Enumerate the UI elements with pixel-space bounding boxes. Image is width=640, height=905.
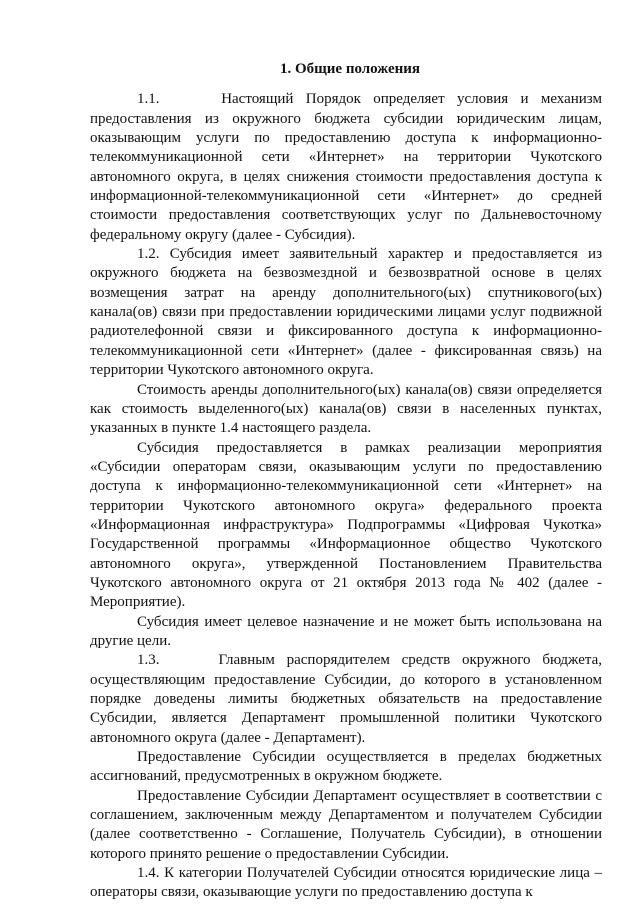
- paragraph-purpose: Субсидия имеет целевое назначение и не может быть использована на другие цели.: [90, 613, 602, 649]
- paragraph-1-2: 1.2. Субсидия имеет заявительный характер и предоставляется из окружного бюджета на безвозмездной и безвозвратной основе в целях возмещения затрат на аренду дополнительного(ых) спутникового(ых) канала(ов) связи при предоставлении юридическими лицами услуг подвижной радиотелефонной связи и фиксированного доступа к информационно-телекоммуникационной сети «Интернет» (далее - фиксированная связь) на территории Чукотского автономного округа.: [90, 246, 602, 379]
- paragraph-agreement: Предоставление Субсидии Департамент осуществляет в соответствии с соглашением, заключенным между Департаментом и получателем Субсидии (далее соответственно - Соглашение, Получатель Субсидии), в отношении которого принято решение о предоставлении Субсидии.: [90, 787, 602, 862]
- paragraph-1-4: 1.4. К категории Получателей Субсидии относятся юридические лица – операторы связи, оказывающие услуги по предоставлению доступа к: [90, 865, 602, 901]
- paragraph-budget-limits: Предоставление Субсидии осуществляется в пределах бюджетных ассигнований, предусмотренных в окружном бюджете.: [90, 749, 602, 785]
- paragraph-1-1: 1.1. Настоящий Порядок определяет условия и механизм предоставления из окружного бюджета субсидии юридическим лицам, оказывающим услуги по предоставлению доступа к информационно-телекоммуникационной сети «Интернет» на территории Чукотского автономного округа, в целях снижения стоимости предоставления доступа к информационной-телекоммуникационной сети «Интернет» до средней стоимости предоставления соответствующих услуг по Дальневосточному федеральному округу (далее - Субсидия).: [90, 91, 602, 243]
- paragraph-program-event: Субсидия предоставляется в рамках реализации мероприятия «Субсидии операторам связи, оказывающим услуги по предоставлению доступа к информационно-телекоммуникационной сети «Интернет» на территории Чукотского автономного округа» федерального проекта «Информационная инфраструктура» Подпрограммы «Цифровая Чукотка» Государственной программы «Информационное общество Чукотского автономного округа», утвержденной Постановлением Правительства Чукотского автономного округа от 21 октября 2013 года № 402 (далее - Мероприятие).: [90, 439, 602, 611]
- paragraph-1-3: 1.3. Главным распорядителем средств окружного бюджета, осуществляющим предоставление Субсидии, до которого в установленном порядке доведены лимиты бюджетных обязательств на предоставление Субсидии, является Департамент промышленной политики Чукотского автономного округа (далее - Департамент).: [90, 652, 602, 746]
- paragraph-rental-cost: Стоимость аренды дополнительного(ых) канала(ов) связи определяется как стоимость выделенного(ых) канала(ов) связи в населенных пунктах, указанных в пункте 1.4 настоящего раздела.: [90, 381, 602, 437]
- section-title: 1. Общие положения: [279, 61, 421, 77]
- document-page: [90, 60, 602, 903]
